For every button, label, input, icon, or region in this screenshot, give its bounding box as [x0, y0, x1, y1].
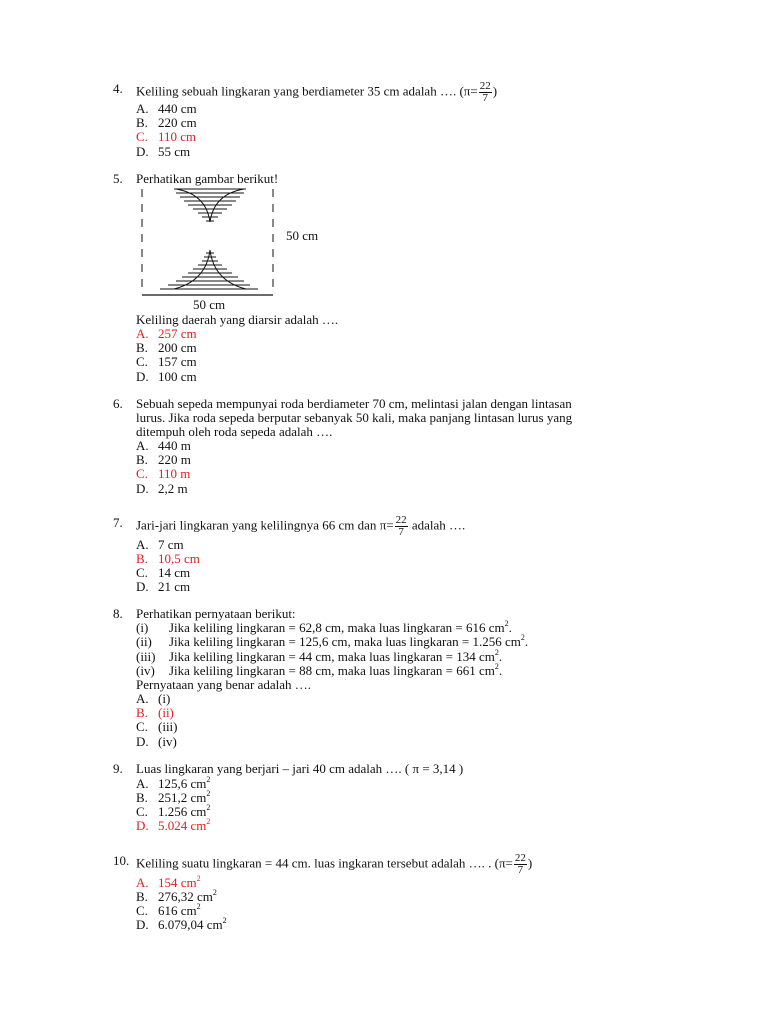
q8-statement-iii: (iii) Jika keliling lingkaran = 44 cm, maka luas lingkaran = 134 $cm^2$. [136, 648, 503, 664]
q4-number: 4. [113, 81, 123, 96]
q6-line2: lurus. Jika roda sepeda berputar sebanyak 50 kali, maka panjang lintasan lurus yang [136, 410, 573, 425]
q7-question: Jari-jari lingkaran yang kelilingnya 66 cm dan π= $\frac{22}{7}$ adalah …. [136, 514, 466, 538]
q10-option-d[interactable]: D. 6.079,04 $cm^2$ [136, 916, 227, 932]
q5-option-b[interactable]: B. 200 cm [136, 340, 197, 355]
q5-option-d[interactable]: D. 100 cm [136, 369, 197, 384]
q9-number: 9. [113, 761, 123, 776]
q10-option-a-answer[interactable]: A. 154 $cm^2$ [136, 874, 201, 890]
top-shaded-region [174, 189, 246, 222]
q8-number: 8. [113, 606, 123, 621]
q9-option-d-answer[interactable]: D. 5.024 $cm^2$ [136, 817, 211, 833]
q6-option-b[interactable]: B. 220 m [136, 452, 191, 467]
q5-number: 5. [113, 171, 123, 186]
q5-option-a-answer[interactable]: A. 257 cm [136, 326, 197, 341]
q6-line3: ditempuh oleh roda sepeda adalah …. [136, 424, 333, 439]
q10-question: Keliling suatu lingkaran = 44 cm. luas ingkaran tersebut adalah …. . (π= $\frac{22}{7}$ ) [136, 852, 533, 876]
q5-question: Perhatikan gambar berikut! [136, 171, 279, 186]
q7-option-c[interactable]: C. 14 cm [136, 565, 191, 580]
q8-statement-i: (i) Jika keliling lingkaran = 62,8 cm, maka luas lingkaran = 616 $cm^2$. [136, 619, 512, 635]
q9-question: Luas lingkaran yang berjari – jari 40 cm adalah …. ( π = 3,14 ) [136, 761, 464, 776]
q4-option-c-answer[interactable]: C. 110 cm [136, 129, 197, 144]
q9-option-b[interactable]: B. 251,2 $cm^2$ [136, 789, 211, 805]
q9-option-a[interactable]: A. 125,6 $cm^2$ [136, 775, 211, 791]
q6-number: 6. [113, 396, 123, 411]
q10-option-c[interactable]: C. 616 $cm^2$ [136, 902, 201, 918]
q4-option-a[interactable]: A. 440 cm [136, 101, 197, 116]
q5-prompt: Keliling daerah yang diarsir adalah …. [136, 312, 339, 327]
q4-question: Keliling sebuah lingkaran yang berdiameter 35 cm adalah …. (π= $\frac{22}{7}$ ) [136, 80, 498, 104]
q4-pi-fraction: $\frac{22}{7}$ [479, 80, 491, 104]
q7-option-a[interactable]: A. 7 cm [136, 537, 184, 552]
q10-pi-fraction: $\frac{22}{7}$ [514, 852, 526, 876]
q7-option-b-answer[interactable]: B. 10,5 cm [136, 551, 200, 566]
q8-prompt: Pernyataan yang benar adalah …. [136, 677, 312, 692]
q8-statement-ii: (ii) Jika keliling lingkaran = 125,6 cm, maka luas lingkaran = 1.256 $cm^2$. [136, 633, 529, 649]
q6-line1: Sebuah sepeda mempunyai roda berdiameter 70 cm, melintasi jalan dengan lintasan [136, 396, 572, 411]
q7-pi-fraction: $\frac{22}{7}$ [395, 514, 407, 538]
q8-option-d[interactable]: D. (iv) [136, 734, 177, 749]
q4-option-d[interactable]: D. 55 cm [136, 144, 191, 159]
q8-option-a[interactable]: A. (i) [136, 691, 171, 706]
q7-option-d[interactable]: D. 21 cm [136, 579, 191, 594]
q6-option-c-answer[interactable]: C. 110 m [136, 466, 191, 481]
q8-question: Perhatikan pernyataan berikut: [136, 606, 296, 621]
q8-statement-iv: (iv) Jika keliling lingkaran = 88 cm, maka luas lingkaran = 661 $cm^2$. [136, 662, 503, 678]
q6-option-d[interactable]: D. 2,2 m [136, 481, 188, 496]
q4-option-b[interactable]: B. 220 cm [136, 115, 197, 130]
q9-option-c[interactable]: C. 1.256 $cm^2$ [136, 803, 211, 819]
q7-number: 7. [113, 515, 123, 530]
q10-option-b[interactable]: B. 276,32 $cm^2$ [136, 888, 217, 904]
bottom-shaded-region [160, 250, 258, 289]
q6-option-a[interactable]: A. 440 m [136, 438, 191, 453]
q8-option-c[interactable]: C. (iii) [136, 719, 178, 734]
q5-bottom-label: 50 cm [193, 297, 226, 312]
q8-option-b-answer[interactable]: B. (ii) [136, 705, 174, 720]
q5-option-c[interactable]: C. 157 cm [136, 354, 197, 369]
q10-number: 10. [113, 853, 130, 868]
q5-side-label: 50 cm [286, 228, 319, 243]
q5-figure [136, 186, 281, 298]
